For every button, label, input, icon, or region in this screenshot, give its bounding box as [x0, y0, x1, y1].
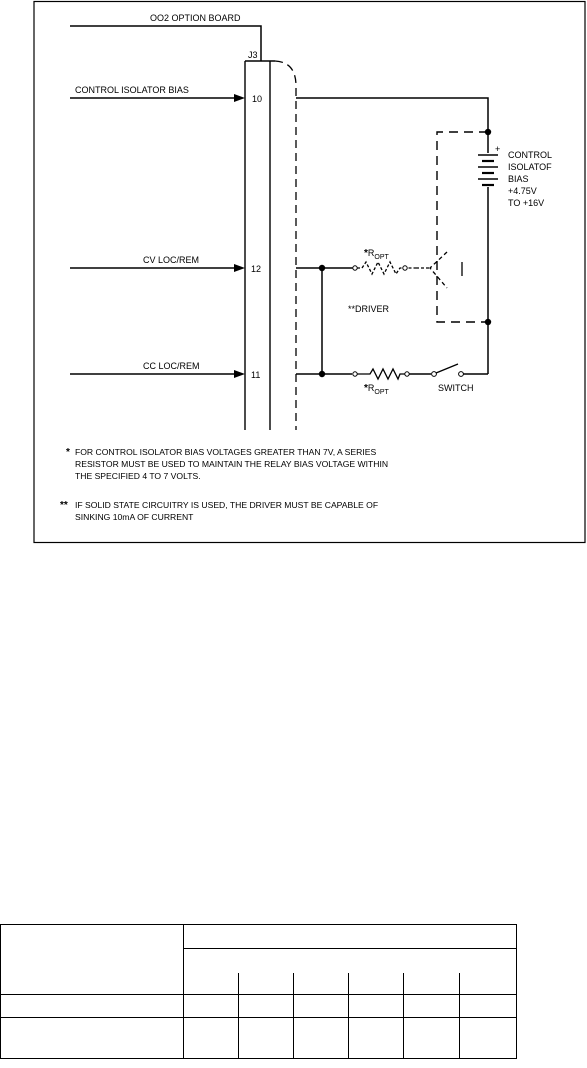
supply-label-line-2: ISOLATOF: [508, 162, 552, 172]
bias-supply-wire: [296, 98, 488, 132]
driver-dashed-box: [437, 132, 488, 322]
option-board-line: [70, 26, 261, 61]
note-2-marker: **: [60, 500, 68, 511]
battery-icon: [478, 155, 498, 185]
resistor-terminal: [353, 372, 357, 376]
table-cell: [184, 973, 239, 995]
table-cell: [294, 1018, 349, 1059]
pin-12-label: 12: [251, 264, 262, 274]
resistor-terminal: [353, 266, 357, 270]
resistor-opt-label-2: *ROPT: [364, 383, 389, 396]
table-cell: [460, 973, 517, 995]
control-isolator-bias-label: CONTROL ISOLATOR BIAS: [75, 85, 189, 95]
table-cell: [184, 925, 517, 949]
driver-label: **DRIVER: [348, 304, 390, 314]
table-cell: [349, 1018, 404, 1059]
control-isolator-bias-arrow: [234, 94, 245, 102]
note-2-line-2: SINKING 10mA OF CURRENT: [75, 512, 194, 522]
supply-polarity-label: +: [495, 144, 501, 154]
note-1-line-2: RESISTOR MUST BE USED TO MAINTAIN THE RELAY BIAS VOLTAGE WITHIN: [75, 459, 389, 469]
table-row: [1, 925, 517, 949]
option-board-label: OO2 OPTION BOARD: [150, 13, 241, 23]
table-cell: [239, 1018, 294, 1059]
table-cell: [349, 973, 404, 995]
table-cell: [349, 995, 404, 1018]
table-cell: [460, 1018, 517, 1059]
resistor-terminal: [403, 266, 407, 270]
table-cell: [1, 1018, 184, 1059]
table-cell: [404, 1018, 460, 1059]
table-cell: [184, 995, 239, 1018]
switch-label: SWITCH: [438, 383, 474, 393]
table-cell: [1, 995, 184, 1018]
table-cell: [294, 995, 349, 1018]
table-row: [1, 1018, 517, 1059]
switch-icon: [432, 364, 464, 376]
supply-label-line-1: CONTROL: [508, 150, 553, 160]
table-cell: [404, 973, 460, 995]
table-cell: [239, 995, 294, 1018]
table-cell: [184, 1018, 239, 1059]
cc-loc-rem-arrow: [234, 370, 245, 378]
resistor-opt-label: *ROPT: [364, 248, 389, 261]
supply-label-line-3: BIAS: [508, 174, 529, 184]
resistor-icon: [357, 369, 405, 379]
table-cell: [184, 949, 517, 973]
table-cell: [1, 925, 184, 995]
resistor-terminal: [405, 372, 409, 376]
note-1-marker: *: [66, 447, 70, 458]
supply-label-line-5: TO +16V: [508, 198, 545, 208]
pin-11-label: 11: [251, 370, 261, 380]
table-cell: [404, 995, 460, 1018]
connector-label: J3: [248, 50, 258, 60]
cc-loc-rem-label: CC LOC/REM: [143, 361, 200, 371]
pin-10-label: 10: [252, 94, 263, 104]
driver-transistor-icon: [416, 252, 462, 288]
table-cell: [460, 995, 517, 1018]
connector-dashed-outline: [275, 61, 296, 430]
empty-table: [0, 924, 516, 1062]
table-cell: [239, 973, 294, 995]
note-2-line-1: IF SOLID STATE CIRCUITRY IS USED, THE DRIVER MUST BE CAPABLE OF: [75, 500, 379, 510]
note-1-line-1: FOR CONTROL ISOLATOR BIAS VOLTAGES GREATER THAN 7V, A SERIES: [75, 447, 377, 457]
cv-loc-rem-arrow: [234, 264, 245, 272]
table-row: [1, 995, 517, 1018]
table-cell: [294, 973, 349, 995]
note-1-line-3: THE SPECIFIED 4 TO 7 VOLTS.: [75, 471, 201, 481]
grid-table: [0, 924, 517, 1059]
supply-label-line-4: +4.75V: [508, 186, 537, 196]
cv-loc-rem-label: CV LOC/REM: [143, 255, 200, 265]
